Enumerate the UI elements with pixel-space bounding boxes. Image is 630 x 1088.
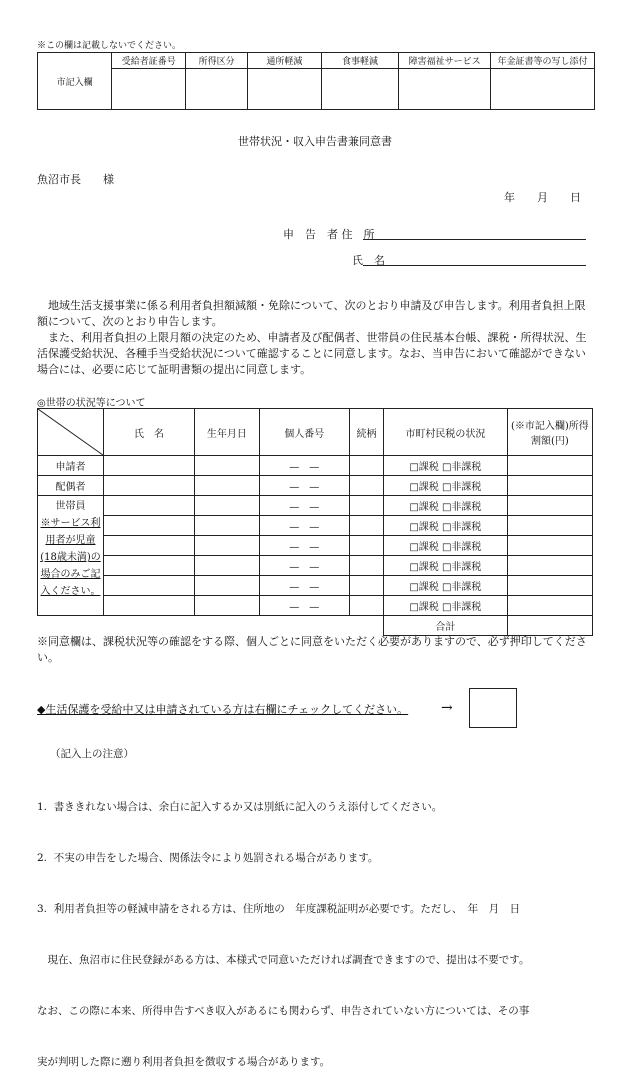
office-use-table <box>37 52 595 110</box>
office-cell[interactable] <box>247 69 321 110</box>
note-item: 実が判明した際に遡り利用者負担を徴収する場合があります。 <box>37 1056 331 1068</box>
personal-number-cell[interactable]: — — <box>259 576 349 596</box>
relationship-cell[interactable] <box>349 576 383 596</box>
note-item: 1. 書ききれない場合は、余白に記入するか又は別紙に記入のうえ添付してください。 <box>37 801 443 813</box>
notes-heading: （記入上の注意） <box>50 748 134 760</box>
office-header-meal-reduction: 食事軽減 <box>321 53 398 69</box>
total-cell <box>507 616 592 636</box>
tax-checkbox-cell[interactable]: □課税 □非課税 <box>384 556 508 576</box>
office-header-income-class: 所得区分 <box>186 53 247 69</box>
header-income-amount: (※市記入欄)所得割額(円) <box>507 409 592 456</box>
personal-number-cell[interactable]: — — <box>259 476 349 496</box>
income-cell <box>507 576 592 596</box>
tax-checkbox-cell[interactable]: □課税 □非課税 <box>384 456 508 476</box>
total-label: 合計 <box>384 616 508 636</box>
personal-number-cell[interactable]: — — <box>259 536 349 556</box>
office-header-commute-reduction: 通所軽減 <box>247 53 321 69</box>
office-header-cert-number: 受給者証番号 <box>112 53 186 69</box>
personal-number-cell[interactable]: — — <box>259 456 349 476</box>
body-paragraph-2: また、利用者負担の上限月額の決定のため、申請者及び配偶者、世帯員の住民基本台帳、課税・所得状況、生活保護受給状況、各種手当受給状況について確認することに同意します。なお、当申告において確認ができない場合には、必要に応じて証明書類の提出に同意します。 <box>37 331 587 376</box>
birthdate-cell[interactable] <box>195 516 259 536</box>
section-title: ◎世帯の状況等について <box>37 398 146 409</box>
body-paragraph-1: 地域生活支援事業に係る利用者負担額減額・免除について、次のとおり申請及び申告します。利用者負担上限額について、次のとおり申告します。 <box>37 299 586 328</box>
name-cell[interactable] <box>103 496 194 516</box>
tax-checkbox-cell[interactable]: □課税 □非課税 <box>384 496 508 516</box>
office-cell[interactable] <box>321 69 398 110</box>
office-cell[interactable] <box>399 69 491 110</box>
office-header-welfare-service: 障害福祉サービス <box>399 53 491 69</box>
birthdate-cell[interactable] <box>195 596 259 616</box>
note-item: 2. 不実の申告をした場合、関係法令により処罰される場合があります。 <box>37 852 379 864</box>
header-personal-number: 個人番号 <box>259 409 349 456</box>
total-spacer <box>38 616 384 636</box>
name-cell[interactable] <box>103 596 194 616</box>
office-cell[interactable] <box>186 69 247 110</box>
income-cell <box>507 536 592 556</box>
birthdate-cell[interactable] <box>195 456 259 476</box>
household-member-cell <box>38 496 104 616</box>
birthdate-cell[interactable] <box>195 536 259 556</box>
row-label-spouse: 配偶者 <box>38 476 104 496</box>
note-item: 現在、魚沼市に住民登録がある方は、本様式で同意いただければ調査できますので、提出は不要です。 <box>37 954 530 966</box>
office-cell[interactable] <box>112 69 186 110</box>
relationship-cell[interactable] <box>349 516 383 536</box>
relationship-cell[interactable] <box>349 556 383 576</box>
office-header-pension-copy: 年金証書等の写し添付 <box>491 53 595 69</box>
header-relationship: 続柄 <box>349 409 383 456</box>
note-item: なお、この際に本来、所得申告すべき収入があるにも関わらず、申告されていない方については、その事 <box>37 1005 530 1017</box>
personal-number-cell[interactable]: — — <box>259 596 349 616</box>
office-cell[interactable] <box>491 69 595 110</box>
declarant-name-label: 氏 名 <box>352 254 385 267</box>
name-cell[interactable] <box>103 576 194 596</box>
household-note: ※サービス利用者が児童(18歳未満)の場合のみご記入ください。 <box>40 518 101 597</box>
consent-note: ※同意欄は、課税状況等の確認をする際、個人ごとに同意をいただく必要がありますので、必ず押印してください。 <box>37 635 587 664</box>
declarant-address-label: 申 告 者 住 所 <box>283 228 375 241</box>
income-cell <box>507 556 592 576</box>
diagonal-line <box>38 409 103 455</box>
office-row-label: 市記入欄 <box>38 53 112 110</box>
welfare-checkbox[interactable] <box>469 688 517 728</box>
name-cell[interactable] <box>103 536 194 556</box>
birthdate-cell[interactable] <box>195 556 259 576</box>
header-name: 氏 名 <box>103 409 194 456</box>
tax-checkbox-cell[interactable]: □課税 □非課税 <box>384 576 508 596</box>
tax-checkbox-cell[interactable]: □課税 □非課税 <box>384 516 508 536</box>
address-field[interactable] <box>363 238 586 240</box>
relationship-cell[interactable] <box>349 596 383 616</box>
income-cell <box>507 496 592 516</box>
welfare-label: ◆生活保護を受給中又は申請されている方は右欄にチェックしてください。 <box>37 703 409 716</box>
note-item: 3. 利用者負担等の軽減申請をされる方は、住所地の 年度課税証明が必要です。ただし、 年 月 日 <box>37 903 521 915</box>
date-line: 年 月 日 <box>504 191 581 204</box>
birthdate-cell[interactable] <box>195 476 259 496</box>
tax-checkbox-cell[interactable]: □課税 □非課税 <box>384 536 508 556</box>
relationship-cell[interactable] <box>349 536 383 556</box>
header-birthdate: 生年月日 <box>195 409 259 456</box>
income-cell <box>507 596 592 616</box>
personal-number-cell[interactable]: — — <box>259 516 349 536</box>
name-cell[interactable] <box>103 456 194 476</box>
household-table <box>37 408 593 636</box>
income-cell <box>507 456 592 476</box>
relationship-cell[interactable] <box>349 476 383 496</box>
birthdate-cell[interactable] <box>195 496 259 516</box>
income-cell <box>507 476 592 496</box>
addressee: 魚沼市長 様 <box>37 173 114 186</box>
arrow-icon: → <box>441 700 453 716</box>
tax-checkbox-cell[interactable]: □課税 □非課税 <box>384 476 508 496</box>
birthdate-cell[interactable] <box>195 576 259 596</box>
tax-checkbox-cell[interactable]: □課税 □非課税 <box>384 596 508 616</box>
personal-number-cell[interactable]: — — <box>259 496 349 516</box>
income-cell <box>507 516 592 536</box>
name-cell[interactable] <box>103 516 194 536</box>
document-title: 世帯状況・収入申告書兼同意書 <box>238 135 392 148</box>
name-cell[interactable] <box>103 556 194 576</box>
row-label-applicant: 申請者 <box>38 456 104 476</box>
notes-list <box>37 765 597 1088</box>
corner-cell <box>38 409 104 456</box>
office-use-note: ※この欄は記載しないでください。 <box>37 41 182 51</box>
relationship-cell[interactable] <box>349 456 383 476</box>
personal-number-cell[interactable]: — — <box>259 556 349 576</box>
name-cell[interactable] <box>103 476 194 496</box>
relationship-cell[interactable] <box>349 496 383 516</box>
household-label: 世帯員 <box>55 501 86 512</box>
header-tax-status: 市町村民税の状況 <box>384 409 508 456</box>
name-field[interactable] <box>363 264 586 266</box>
